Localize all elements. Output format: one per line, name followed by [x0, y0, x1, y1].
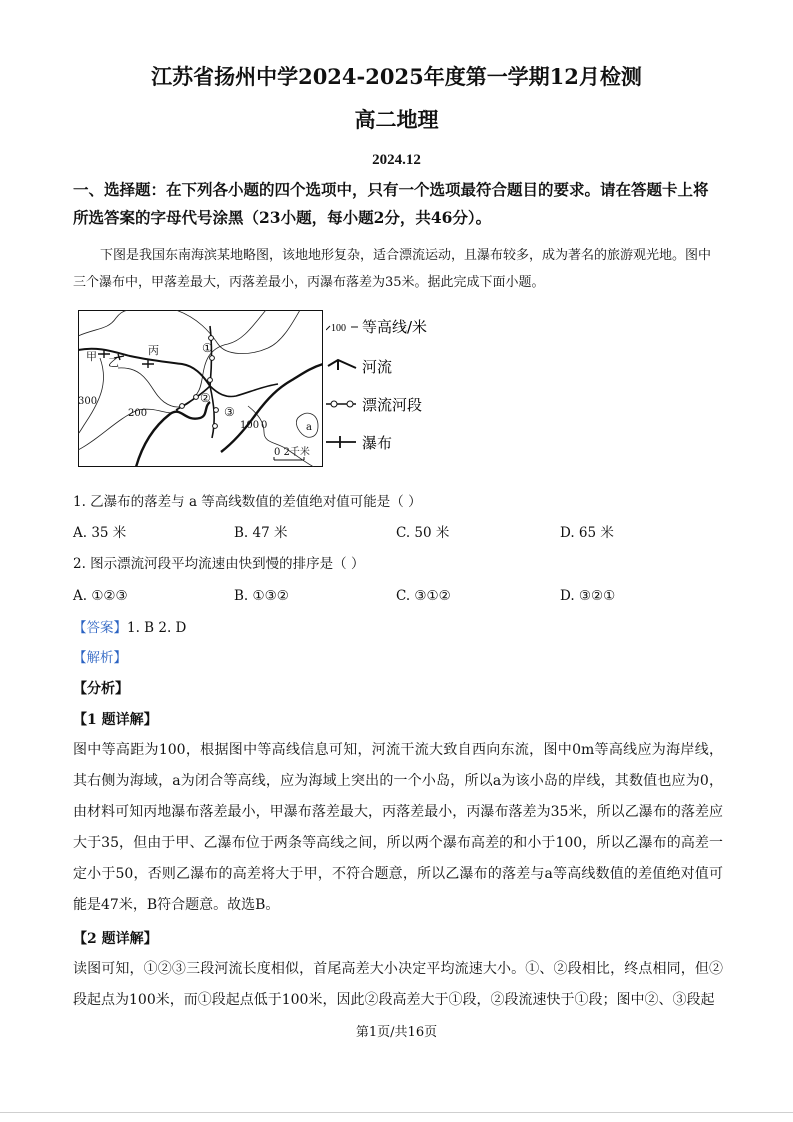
legend-river-symbol: [328, 360, 356, 370]
document-date: 2024.12: [372, 152, 421, 168]
label-segment-2: ②: [200, 391, 211, 405]
label-contour-200: 200: [128, 408, 148, 419]
map-frame: [79, 311, 323, 467]
legend-contour-label: 等高线/米: [362, 318, 428, 336]
answer-text: 1. B 2. D: [127, 620, 187, 636]
label-island-a: a: [306, 422, 312, 433]
detail-1-tag: 【1 题详解】: [73, 712, 158, 728]
label-contour-100: 100: [240, 420, 260, 431]
label-yi: 乙: [108, 356, 119, 369]
legend-contour-tick: [326, 326, 330, 330]
document-title: 江苏省扬州中学2024-2025年度第一学期12月检测: [151, 64, 642, 89]
page-footer: 第1页/共16页: [355, 1025, 438, 1040]
question-1-stem: 1. 乙瀑布的落差与 a 等高线数值的差值绝对值可能是（ ）: [73, 494, 422, 510]
legend-contour-value: 100: [331, 323, 346, 334]
map-legend: [326, 312, 476, 462]
detail-1-text: 图中等高距为100，根据图中等高线信息可知，河流干流大致自西向东流，图中0m等高线应为海岸线，其右侧为海域，a为闭合等高线，应为海域上突出的一个小岛，所以a为该小岛的岸线，其数值也应为0，由材料可知丙地瀑布落差最小，甲瀑布落差最大，丙落差最小，丙瀑布落差为35米，所以乙瀑布的落差应大于35，但由于甲、乙瀑布位于两条等高线之间，所以两个瀑布高差的和小于100，所以乙瀑布的高差一定小于50，否则乙瀑布的高差将大于甲，不符合题意，所以乙瀑布的落差与a等高线数值的差值绝对值可能是47米，B符合题意。故选B。: [73, 742, 723, 913]
label-scale: 0 2千米: [274, 447, 310, 458]
question-2-option-c[interactable]: C. ③①②: [396, 588, 451, 604]
fenxi-tag: 【分析】: [73, 681, 129, 697]
legend-rafting-dot2: [347, 401, 353, 407]
label-segment-1: ①: [202, 341, 213, 355]
legend-waterfall-symbol: [326, 436, 356, 448]
question-2-stem: 2. 图示漂流河段平均流速由快到慢的排序是（ ）: [73, 556, 365, 572]
document-subtitle: 高二地理: [354, 107, 439, 132]
legend-waterfall-label: 瀑布: [362, 434, 393, 452]
legend-rafting-label: 漂流河段: [362, 396, 423, 414]
analysis-tag: 【解析】: [73, 650, 127, 666]
question-1-option-d[interactable]: D. 65 米: [560, 525, 614, 541]
question-1-option-a[interactable]: A. 35 米: [73, 525, 127, 541]
question-2-option-b[interactable]: B. ①③②: [234, 588, 289, 604]
question-1-option-b[interactable]: B. 47 米: [234, 525, 288, 541]
question-1-option-c[interactable]: C. 50 米: [396, 525, 450, 541]
contour-map: [78, 310, 323, 467]
question-intro: 下图是我国东南海滨某地略图，该地地形复杂，适合漂流运动，且瀑布较多，成为著名的旅游观光地。图中三个瀑布中，甲落差最大，丙落差最小，丙瀑布落差为35米。据此完成下面小题。: [73, 248, 712, 290]
label-jia: 甲: [86, 350, 97, 363]
legend-river-label: 河流: [362, 358, 393, 376]
answer-line: [73, 619, 186, 637]
legend-rafting-dot1: [331, 401, 337, 407]
label-contour-300: 300: [78, 396, 98, 407]
section-heading: 一、选择题：在下列各小题的四个选项中，只有一个选项最符合题目的要求。请在答题卡上将所选答案的字母代号涂黑（23小题，每小题2分，共46分）。: [73, 180, 709, 227]
detail-2-tag: 【2 题详解】: [73, 931, 158, 947]
answer-tag: 【答案】: [73, 620, 127, 636]
detail-2-text: 读图可知，①②③三段河流长度相似，首尾高差大小决定平均流速大小。①、②段相比，终点相同，但②段起点为100米，而①段起点低于100米，因此②段高差大于①段，②段流速快于①段；图中②、③段起: [73, 961, 723, 1008]
question-2-option-d[interactable]: D. ③②①: [560, 588, 616, 604]
label-segment-3: ③: [224, 405, 235, 419]
question-2-option-a[interactable]: A. ①②③: [73, 588, 128, 604]
label-contour-0: 0: [261, 420, 268, 431]
bottom-rule: [0, 1112, 793, 1113]
label-bing: 丙: [148, 344, 159, 357]
